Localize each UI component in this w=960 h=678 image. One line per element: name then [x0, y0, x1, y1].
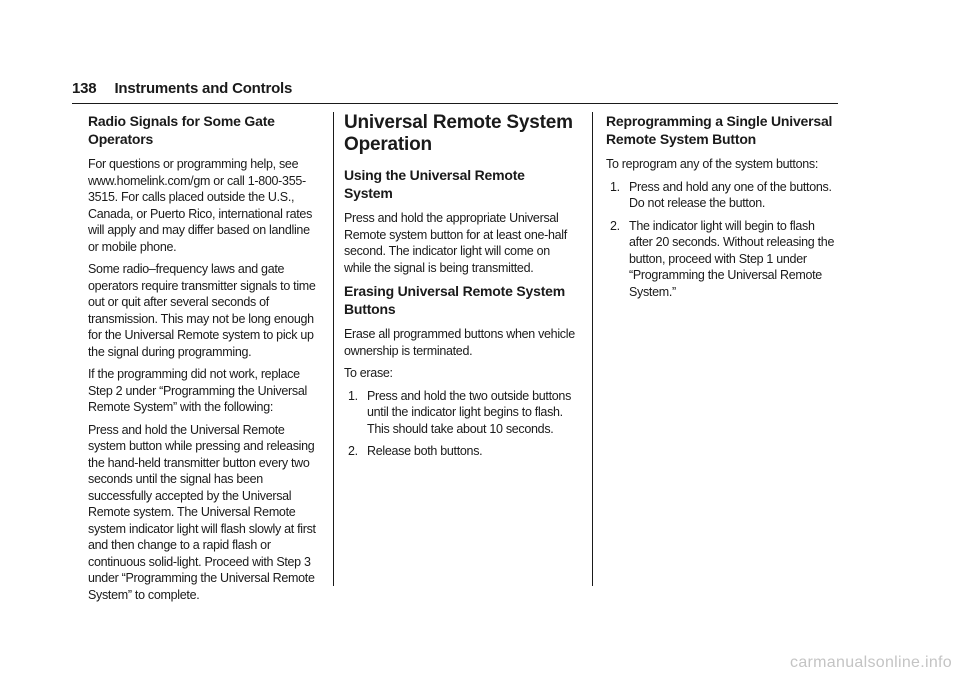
page-header — [72, 80, 292, 97]
step-text: The indicator light will begin to flash after 20 seconds. Without releasing the button, proceed with Step 1 under “Programming the Universal Remote System.” — [629, 218, 835, 299]
erase-steps-list — [344, 388, 576, 460]
list-item — [606, 179, 838, 212]
column-2 — [344, 112, 576, 466]
using-heading: Using the Universal Remote System — [344, 167, 525, 201]
paragraph: For questions or programming help, see www.homelink.com/gm or call 1-800-355-3515. For calls placed outside the U.S., Canada, or Puerto Rico, international rates will apply and may differ based on landline or mobile phone. — [88, 157, 313, 254]
step-text: Press and hold the two outside buttons until the indicator light begins to flash. This should take about 10 seconds. — [367, 388, 572, 436]
paragraph: Press and hold the appropriate Universal Remote system button for at least one-half second. The indicator light will come on while the signal is being transmitted. — [344, 211, 567, 275]
reprogramming-heading: Reprogramming a Single Universal Remote System Button — [606, 113, 833, 147]
erasing-heading: Erasing Universal Remote System Buttons — [344, 283, 566, 317]
column-3 — [606, 112, 838, 306]
step-number: 1. — [348, 388, 358, 403]
paragraph: Erase all programmed buttons when vehicle ownership is terminated. — [344, 327, 575, 358]
list-item — [344, 443, 576, 460]
reprogram-steps-list — [606, 179, 838, 301]
header-rule — [72, 103, 838, 104]
step-number: 2. — [348, 444, 358, 458]
list-item — [606, 218, 838, 301]
to-erase-label: To erase: — [344, 366, 393, 380]
section-title: Instruments and Controls — [114, 80, 293, 97]
step-number: 2. — [610, 218, 620, 233]
section-heading: Universal Remote System Operation — [344, 112, 573, 155]
list-item — [344, 388, 576, 438]
step-text: Press and hold any one of the buttons. Do not release the button. — [629, 179, 832, 210]
step-text: Release both buttons. — [367, 444, 483, 458]
paragraph: Some radio–frequency laws and gate operators require transmitter signals to time out or quit after several seconds of transmission. This may not be long enough for the Universal Remote system to pick up the signal during programming. — [88, 262, 316, 359]
column-divider-1 — [333, 112, 334, 586]
paragraph: To reprogram any of the system buttons: — [606, 157, 819, 171]
page-number: 138 — [72, 80, 97, 97]
paragraph: If the programming did not work, replace Step 2 under “Programming the Universal Remote System” with the following: — [88, 367, 307, 414]
column-1 — [88, 112, 320, 609]
watermark: carmanualsonline.info — [790, 654, 952, 671]
step-number: 1. — [610, 179, 620, 194]
column-divider-2 — [592, 112, 593, 586]
paragraph: Press and hold the Universal Remote system button while pressing and releasing the hand-held transmitter button every two seconds until the signal has been successfully accepted by the Universal Remote system. The Universal Remote system indicator light will flash slowly at first and then change to a rapid flash or continuous solid-light. Proceed with Step 3 under “Programming the Universal Remote System” to complete. — [88, 422, 316, 602]
radio-signals-heading: Radio Signals for Some Gate Operators — [88, 113, 275, 147]
